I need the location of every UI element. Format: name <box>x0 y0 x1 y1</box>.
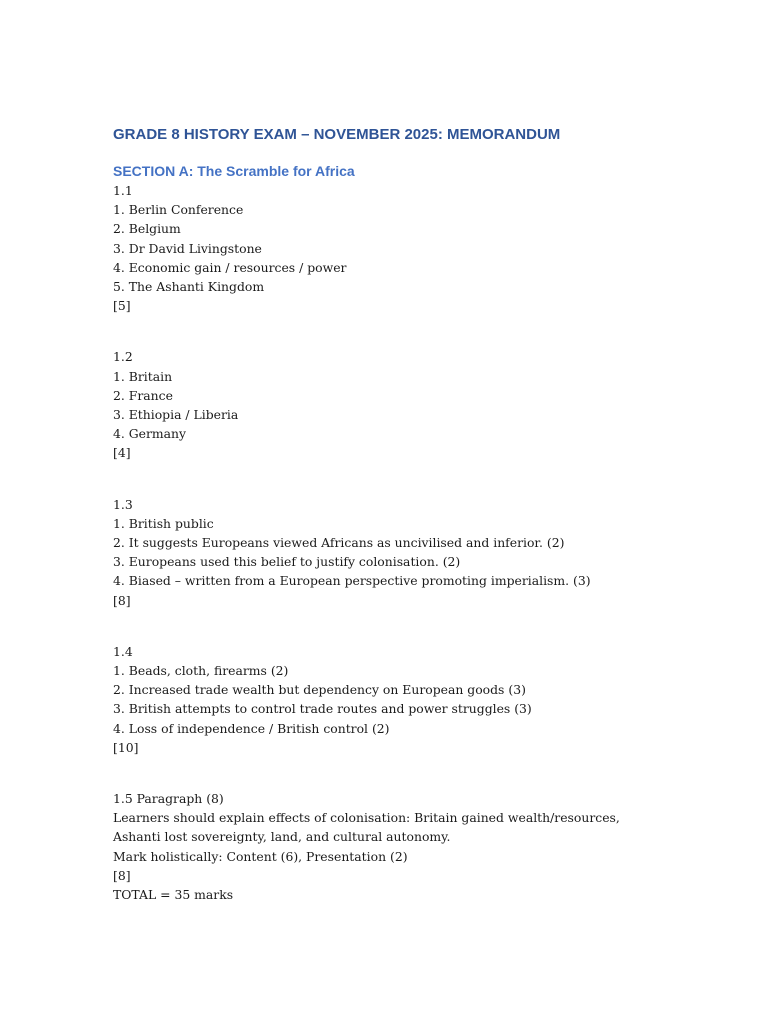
spacer <box>113 757 653 789</box>
marks-total: [10] <box>113 739 139 755</box>
answer-line: 4. Economic gain / resources / power <box>113 259 347 275</box>
marks-total: [4] <box>113 445 131 461</box>
answer-line: 3. Ethiopia / Liberia <box>113 407 239 423</box>
answer-line: 3. Europeans used this belief to justify colonisation. (2) <box>113 554 461 570</box>
section-a-heading: SECTION A: The Scramble for Africa <box>113 163 355 179</box>
question-block-1-5 <box>113 789 653 904</box>
question-number: 1.3 <box>113 496 133 512</box>
answer-line: 4. Loss of independence / British control (2) <box>113 720 390 736</box>
answer-line: 3. British attempts to control trade routes and power struggles (3) <box>113 701 532 717</box>
question-number: 1.4 <box>113 643 133 659</box>
marks-total: [8] <box>113 592 131 608</box>
question-block-1-4 <box>113 642 653 757</box>
answer-line: 1. British public <box>113 515 214 531</box>
answer-line: 4. Biased – written from a European perspective promoting imperialism. (3) <box>113 573 591 589</box>
marks-total: [5] <box>113 298 131 314</box>
answer-line: 1. Berlin Conference <box>113 202 244 218</box>
question-number: 1.2 <box>113 349 133 365</box>
answer-line: 5. The Ashanti Kingdom <box>113 279 265 295</box>
answer-line: 3. Dr David Livingstone <box>113 240 262 256</box>
question-block-1-2 <box>113 347 653 462</box>
question-number: 1.1 <box>113 183 133 198</box>
spacer <box>113 463 653 495</box>
paragraph-explanation: Learners should explain effects of colonisation: Britain gained wealth/resources, Ashanti lost sovereignty, land, and cultural autonomy. <box>113 810 620 845</box>
spacer <box>113 610 653 642</box>
answer-line: 2. Belgium <box>113 221 181 237</box>
answer-line: 4. Germany <box>113 426 187 442</box>
answer-line: 2. It suggests Europeans viewed Africans as uncivilised and inferior. (2) <box>113 535 565 551</box>
answer-line: 2. Increased trade wealth but dependency on European goods (3) <box>113 682 526 698</box>
grand-total: TOTAL = 35 marks <box>113 887 234 903</box>
memorandum-page <box>113 124 653 904</box>
answer-line: 1. Britain <box>113 368 173 384</box>
marking-note: Mark holistically: Content (6), Presentation (2) <box>113 848 408 864</box>
document-title: GRADE 8 HISTORY EXAM – NOVEMBER 2025: MEMORANDUM <box>113 126 561 143</box>
spacer <box>113 315 653 347</box>
answer-line: 2. France <box>113 387 173 403</box>
question-number: 1.5 Paragraph (8) <box>113 791 224 807</box>
marks-total: [8] <box>113 867 131 883</box>
question-block-1-1 <box>113 181 653 315</box>
answer-line: 1. Beads, cloth, firearms (2) <box>113 663 289 679</box>
question-block-1-3 <box>113 495 653 610</box>
